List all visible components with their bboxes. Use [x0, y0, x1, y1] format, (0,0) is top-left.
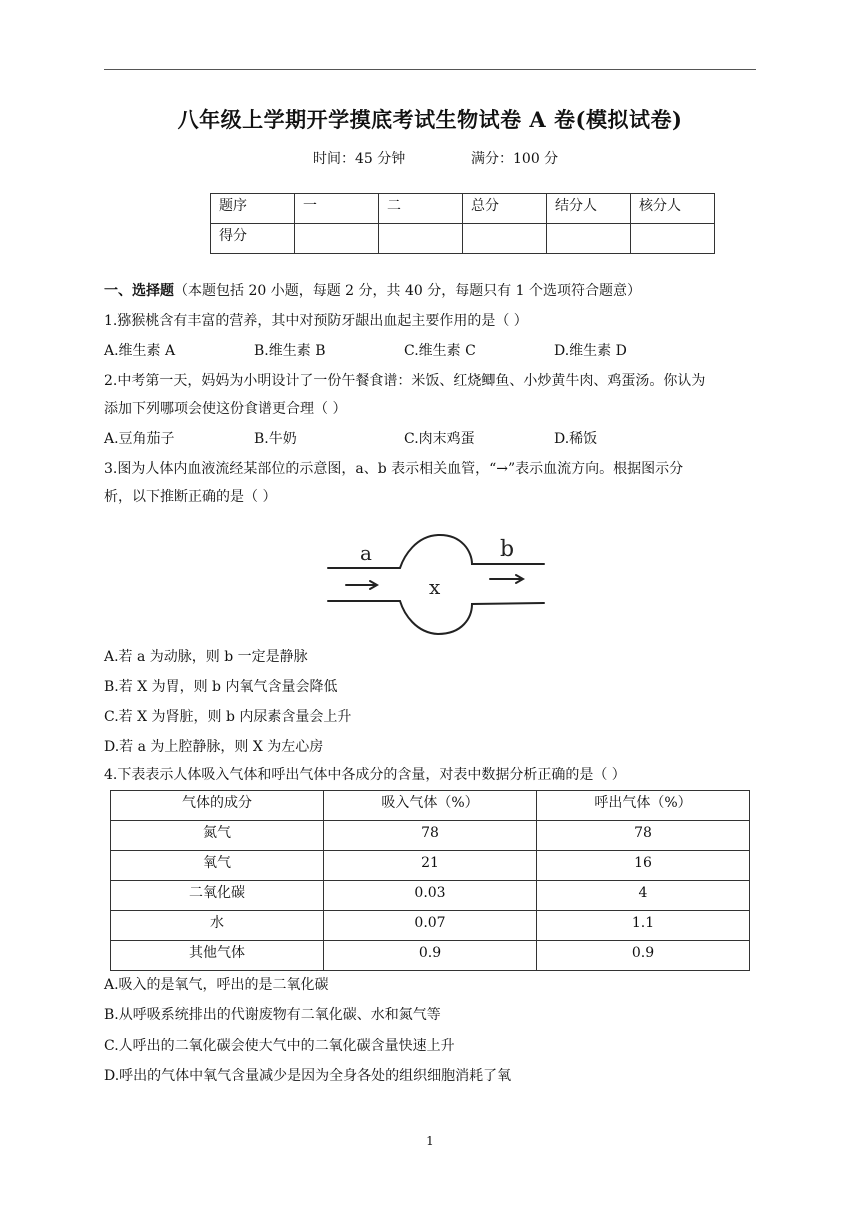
section-note: （本题包括 20 小题，每题 2 分，共 40 分，每题只有 1 个选项符合题意） [174, 283, 642, 299]
score-table-cell: 题序 [211, 194, 295, 224]
table-cell: 16 [537, 851, 750, 881]
table-cell: 二氧化碳 [111, 881, 324, 911]
question-2-option-b[interactable]: B.牛奶 [254, 431, 297, 447]
table-cell: 0.03 [324, 881, 537, 911]
score-table-cell: 结分人 [547, 194, 631, 224]
question-2-stem-line-1: 2.中考第一天，妈妈为小明设计了一份午餐食谱：米饭、红烧鲫鱼、小炒黄牛肉、鸡蛋汤。你认为 [104, 373, 706, 389]
table-row [111, 821, 750, 851]
label-b: b [500, 537, 515, 562]
table-cell: 4 [537, 881, 750, 911]
header-rule [104, 69, 756, 70]
question-4-option-a[interactable]: A.吸入的是氧气，呼出的是二氧化碳 [104, 977, 329, 993]
table-cell: 0.9 [324, 941, 537, 971]
table-cell: 21 [324, 851, 537, 881]
question-4-option-b[interactable]: B.从呼吸系统排出的代谢废物有二氧化碳、水和氮气等 [104, 1007, 441, 1023]
question-2-option-a[interactable]: A.豆角茄子 [104, 431, 175, 447]
exam-time: 时间：45 分钟 [313, 151, 406, 167]
score-table [210, 193, 715, 254]
question-1-option-a[interactable]: A.维生素 A [104, 343, 176, 359]
score-table-cell: 一 [295, 194, 379, 224]
table-cell: 78 [537, 821, 750, 851]
score-input-cell[interactable] [631, 224, 715, 254]
question-3-stem-line-1: 3.图为人体内血液流经某部位的示意图，a、b 表示相关血管，“→”表示血流方向。根据图示分 [104, 461, 684, 477]
score-input-cell[interactable] [463, 224, 547, 254]
question-1-option-d[interactable]: D.维生素 D [554, 343, 627, 359]
arrow-a-icon [346, 581, 377, 589]
vessel-a-bottom-wall [328, 601, 544, 634]
gas-composition-table [110, 790, 750, 971]
page-title: 八年级上学期开学摸底考试生物试卷 A 卷(模拟试卷) [177, 107, 683, 132]
table-header-cell: 呼出气体（%） [537, 791, 750, 821]
question-3-option-c[interactable]: C.若 X 为肾脏，则 b 内尿素含量会上升 [104, 709, 352, 725]
question-4-option-c[interactable]: C.人呼出的二氧化碳会使大气中的二氧化碳含量快速上升 [104, 1038, 455, 1054]
score-input-cell[interactable] [295, 224, 379, 254]
score-table-cell: 核分人 [631, 194, 715, 224]
question-2-option-d[interactable]: D.稀饭 [554, 431, 598, 447]
question-2-option-c[interactable]: C.肉末鸡蛋 [404, 431, 475, 447]
section-title: 一、选择题 [104, 283, 174, 299]
question-3-option-a[interactable]: A.若 a 为动脉，则 b 一定是静脉 [104, 649, 308, 665]
table-header-cell: 气体的成分 [111, 791, 324, 821]
question-3-option-d[interactable]: D.若 a 为上腔静脉，则 X 为左心房 [104, 739, 324, 755]
table-row [111, 881, 750, 911]
arrow-b-icon [490, 575, 523, 583]
table-cell: 水 [111, 911, 324, 941]
question-4-stem: 4.下表表示人体吸入气体和呼出气体中各成分的含量，对表中数据分析正确的是（ ） [104, 767, 626, 783]
question-4-option-d[interactable]: D.呼出的气体中氧气含量减少是因为全身各处的组织细胞消耗了氧 [104, 1068, 512, 1084]
table-cell: 氧气 [111, 851, 324, 881]
table-header-cell: 吸入气体（%） [324, 791, 537, 821]
page-number: 1 [426, 1134, 434, 1148]
question-3-stem-line-2: 析，以下推断正确的是（ ） [104, 489, 277, 505]
score-input-cell[interactable] [379, 224, 463, 254]
table-cell: 氮气 [111, 821, 324, 851]
table-cell: 78 [324, 821, 537, 851]
score-table-header-row [211, 194, 715, 224]
table-row [111, 911, 750, 941]
table-header-row [111, 791, 750, 821]
question-1-stem: 1.猕猴桃含有丰富的营养，其中对预防牙龈出血起主要作用的是（ ） [104, 313, 528, 329]
table-cell: 0.9 [537, 941, 750, 971]
question-2-stem-line-2: 添加下列哪项会使这份食谱更合理（ ） [104, 401, 347, 417]
label-x: x [429, 575, 441, 599]
table-row [111, 851, 750, 881]
score-table-cell: 总分 [463, 194, 547, 224]
question-1-option-c[interactable]: C.维生素 C [404, 343, 476, 359]
full-score: 满分：100 分 [471, 151, 559, 167]
score-table-cell: 二 [379, 194, 463, 224]
score-input-cell[interactable] [547, 224, 631, 254]
score-table-cell: 得分 [211, 224, 295, 254]
label-a: a [360, 541, 372, 565]
question-1-option-b[interactable]: B.维生素 B [254, 343, 326, 359]
table-cell: 其他气体 [111, 941, 324, 971]
question-3-option-b[interactable]: B.若 X 为胃，则 b 内氧气含量会降低 [104, 679, 338, 695]
table-cell: 1.1 [537, 911, 750, 941]
score-table-score-row [211, 224, 715, 254]
section-heading [104, 281, 641, 301]
table-row [111, 941, 750, 971]
blood-vessel-diagram [320, 530, 550, 642]
table-cell: 0.07 [324, 911, 537, 941]
